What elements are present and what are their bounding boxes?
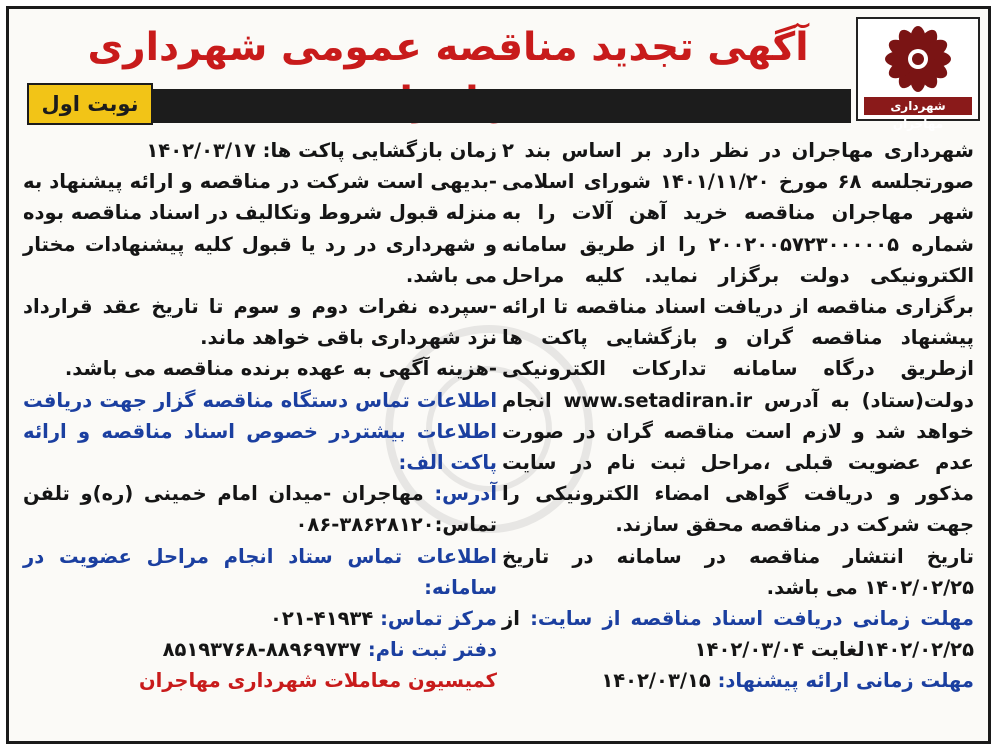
docs-deadline (502, 603, 974, 665)
setad-heading: اطلاعات تماس ستاد انجام مراحل عضویت در سامانه: (23, 544, 497, 599)
left-column (23, 135, 497, 697)
docs-deadline-label: مهلت زمانی دریافت اسناد مناقصه از سایت: (530, 607, 974, 631)
deposit-bullet: -سپرده نفرات دوم و سوم تا تاریخ عقد قرارداد نزد شهرداری باقی خواهد ماند. (23, 295, 497, 350)
website-link[interactable]: www.setadiran.ir (563, 388, 753, 412)
address (23, 478, 497, 540)
notice-header (9, 9, 988, 131)
flower-emblem-icon (858, 19, 978, 99)
tender-intro: شهرداری مهاجران در نظر دارد بر اساس بند ۲ صورتجلسه ۶۸ مورخ ۱۴۰۱/۱۱/۲۰ شورای اسلامی شهر مهاجران مناقصه خرید آهن آلات را به شماره ۲۰۰۲۰۰۵۷۲۳۰۰۰۰۰۵ را از طریق سامانه الکترونیکی دولت برگزار نماید. کلیه مراحل برگزاری مناقصه از دریافت اسناد مناقصه تا ارائه پیشنهاد مناقصه گران و بازگشایی پاکت ها ازطریق درگاه سامانه تدارکات الکترونیکی دولت(ستاد) به آدرس (502, 139, 975, 412)
address-value: مهاجران -میدان امام خمینی (ره)و تلفن تماس:۳۸۶۲۸۱۲۰-۰۸۶ (23, 482, 497, 537)
municipality-logo (856, 17, 980, 131)
notice-frame (6, 6, 991, 744)
offer-deadline-value: ۱۴۰۲/۰۳/۱۵ (601, 669, 711, 693)
opening-time (23, 135, 497, 166)
call-center-value: ۴۱۹۳۴-۰۲۱ (269, 607, 374, 631)
docs-deadline-value: از ۱۴۰۲/۰۲/۲۵لغایت ۱۴۰۲/۰۳/۰۴ (502, 607, 974, 662)
notice-title: آگهی تجدید مناقصه عمومی شهرداری (87, 25, 809, 70)
registration-value: ۸۸۹۶۹۷۳۷-۸۵۱۹۳۷۶۸ (162, 638, 362, 662)
call-center (23, 603, 497, 634)
signature: کمیسیون معاملات شهرداری مهاجران (138, 669, 497, 693)
cost-bullet: -هزینه آگهی به عهده برنده مناقصه می باشد. (64, 357, 497, 381)
contact-heading: اطلاعات تماس دستگاه مناقصه گزار جهت دریافت اطلاعات بیشتردر خصوص اسناد مناقصه و ارائه پاکت الف: (23, 388, 497, 475)
terms-bullet: -بدیهی است شرکت در مناقصه و ارائه پیشنهاد به منزله قبول شروط وتکالیف در اسناد مناقصه بوده و شهرداری در رد یا قبول کلیه پیشنهادات مختار می باشد. (23, 170, 497, 287)
tender-intro-tail: انجام خواهد شد و لازم است مناقصه گران در صورت عدم عضویت قبلی ،مراحل ثبت نام در سایت مذکور و دریافت گواهی امضاء الکترونیکی را جهت شرکت در مناقصه محقق سازند. (502, 388, 974, 537)
opening-time-value: ۱۴۰۲/۰۳/۱۷ (146, 139, 256, 162)
opening-time-label: زمان بازگشایی پاکت ها: (262, 139, 497, 162)
registration-office (23, 634, 497, 665)
registration-label: دفتر ثبت نام: (367, 638, 497, 662)
offer-deadline-label: مهلت زمانی ارائه پیشنهاد: (717, 669, 974, 693)
tender-description (502, 135, 974, 541)
publish-date-text: تاریخ انتشار مناقصه در سامانه در تاریخ ۱۴۰۲/۰۲/۲۵ می باشد. (502, 544, 974, 599)
notice-round-badge: نوبت اول (27, 83, 153, 125)
call-center-label: مرکز تماس: (380, 607, 497, 631)
right-column (502, 135, 974, 697)
logo-caption: شهرداری مهاجران (864, 97, 972, 115)
address-label: آدرس: (434, 482, 497, 506)
offer-deadline (502, 665, 974, 696)
